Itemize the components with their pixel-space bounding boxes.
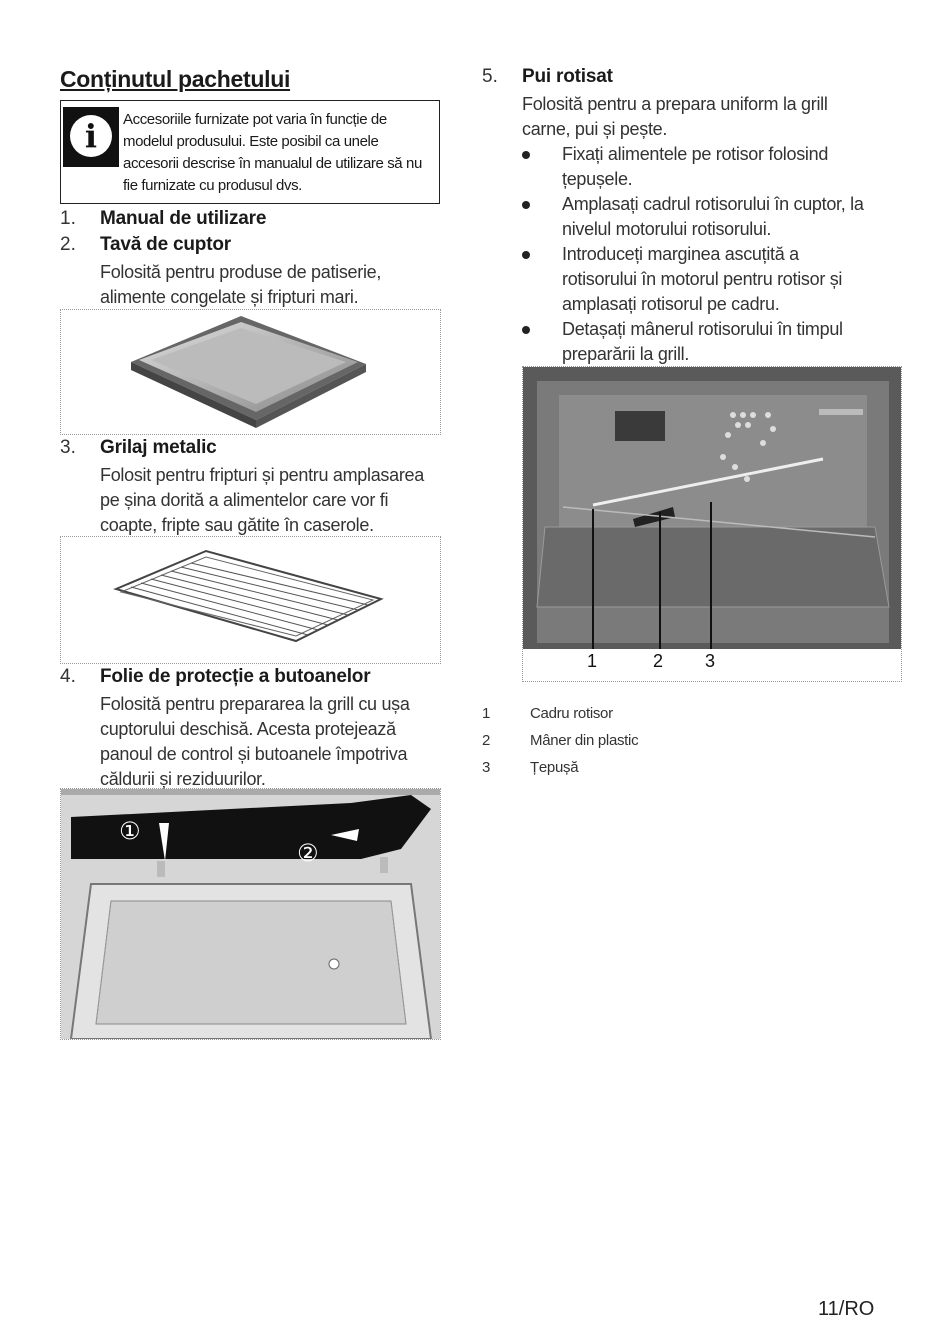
item-text: Folosită pentru prepararea la grill cu ușa cuptorului deschisă. Acesta protejează panoul de control și butoanele împotriva căldurii și reziduurilor. xyxy=(100,694,410,789)
item-heading: Manual de utilizare xyxy=(100,208,267,229)
legend-number: 1 xyxy=(482,705,491,722)
list-item: Amplasați cadrul rotisorului în cuptor, la nivelul motorului rotisorului. xyxy=(562,192,872,242)
item-number: 1. xyxy=(60,208,76,229)
list-item: Detașați mânerul rotisorului în timpul preparării la grill. xyxy=(562,317,872,367)
info-note: Accesoriile furnizate pot varia în funcție de modelul produsului. Este posibil ca unele accesorii descrise în manualul de utilizare să nu fie furnizate cu produsul dvs. xyxy=(123,111,422,194)
info-box xyxy=(60,100,440,204)
info-icon: i xyxy=(63,107,119,167)
foil-step-1-label: ① xyxy=(119,818,141,845)
item-number: 3. xyxy=(60,437,76,458)
item-text: Folosit pentru fripturi și pentru amplasarea pe șina dorită a alimentelor care vor fi coapte, fripte sau gătite în caserole. xyxy=(100,465,424,535)
item-heading: Tavă de cuptor xyxy=(100,234,231,255)
control-foil-image xyxy=(60,788,441,1040)
list-item: Introduceți marginea ascuțită a rotisorului în motorul pentru rotisor și amplasați rotisorul pe cadru. xyxy=(562,242,862,317)
item-number: 5. xyxy=(482,66,498,87)
item-number: 2. xyxy=(60,234,76,255)
list-item: Fixați alimentele pe rotisor folosind țepușele. xyxy=(562,142,872,192)
callout-2: 2 xyxy=(653,651,664,671)
legend-label: Mâner din plastic xyxy=(530,732,639,749)
item-heading: Pui rotisat xyxy=(522,66,613,87)
baking-tray-image xyxy=(60,309,441,435)
legend-label: Țepușă xyxy=(530,759,579,776)
legend-number: 2 xyxy=(482,732,491,749)
foil-step-2-label: ② xyxy=(297,840,319,867)
wire-grid-image xyxy=(60,536,441,664)
section-title: Conținutul pachetului xyxy=(60,66,291,92)
item-number: 4. xyxy=(60,666,76,687)
item-heading: Grilaj metalic xyxy=(100,437,217,458)
rotisserie-image xyxy=(522,366,902,682)
legend-label: Cadru rotisor xyxy=(530,705,613,722)
page-number: 11/RO xyxy=(818,1298,875,1320)
callout-3: 3 xyxy=(705,651,716,671)
item-text: Folosită pentru produse de patiserie, alimente congelate și fripturi mari. xyxy=(100,262,382,307)
legend-number: 3 xyxy=(482,759,491,776)
item-text: Folosită pentru a prepara uniform la grill carne, pui și pește. xyxy=(522,94,828,139)
item-heading: Folie de protecție a butoanelor xyxy=(100,666,371,687)
callout-1: 1 xyxy=(587,651,598,671)
